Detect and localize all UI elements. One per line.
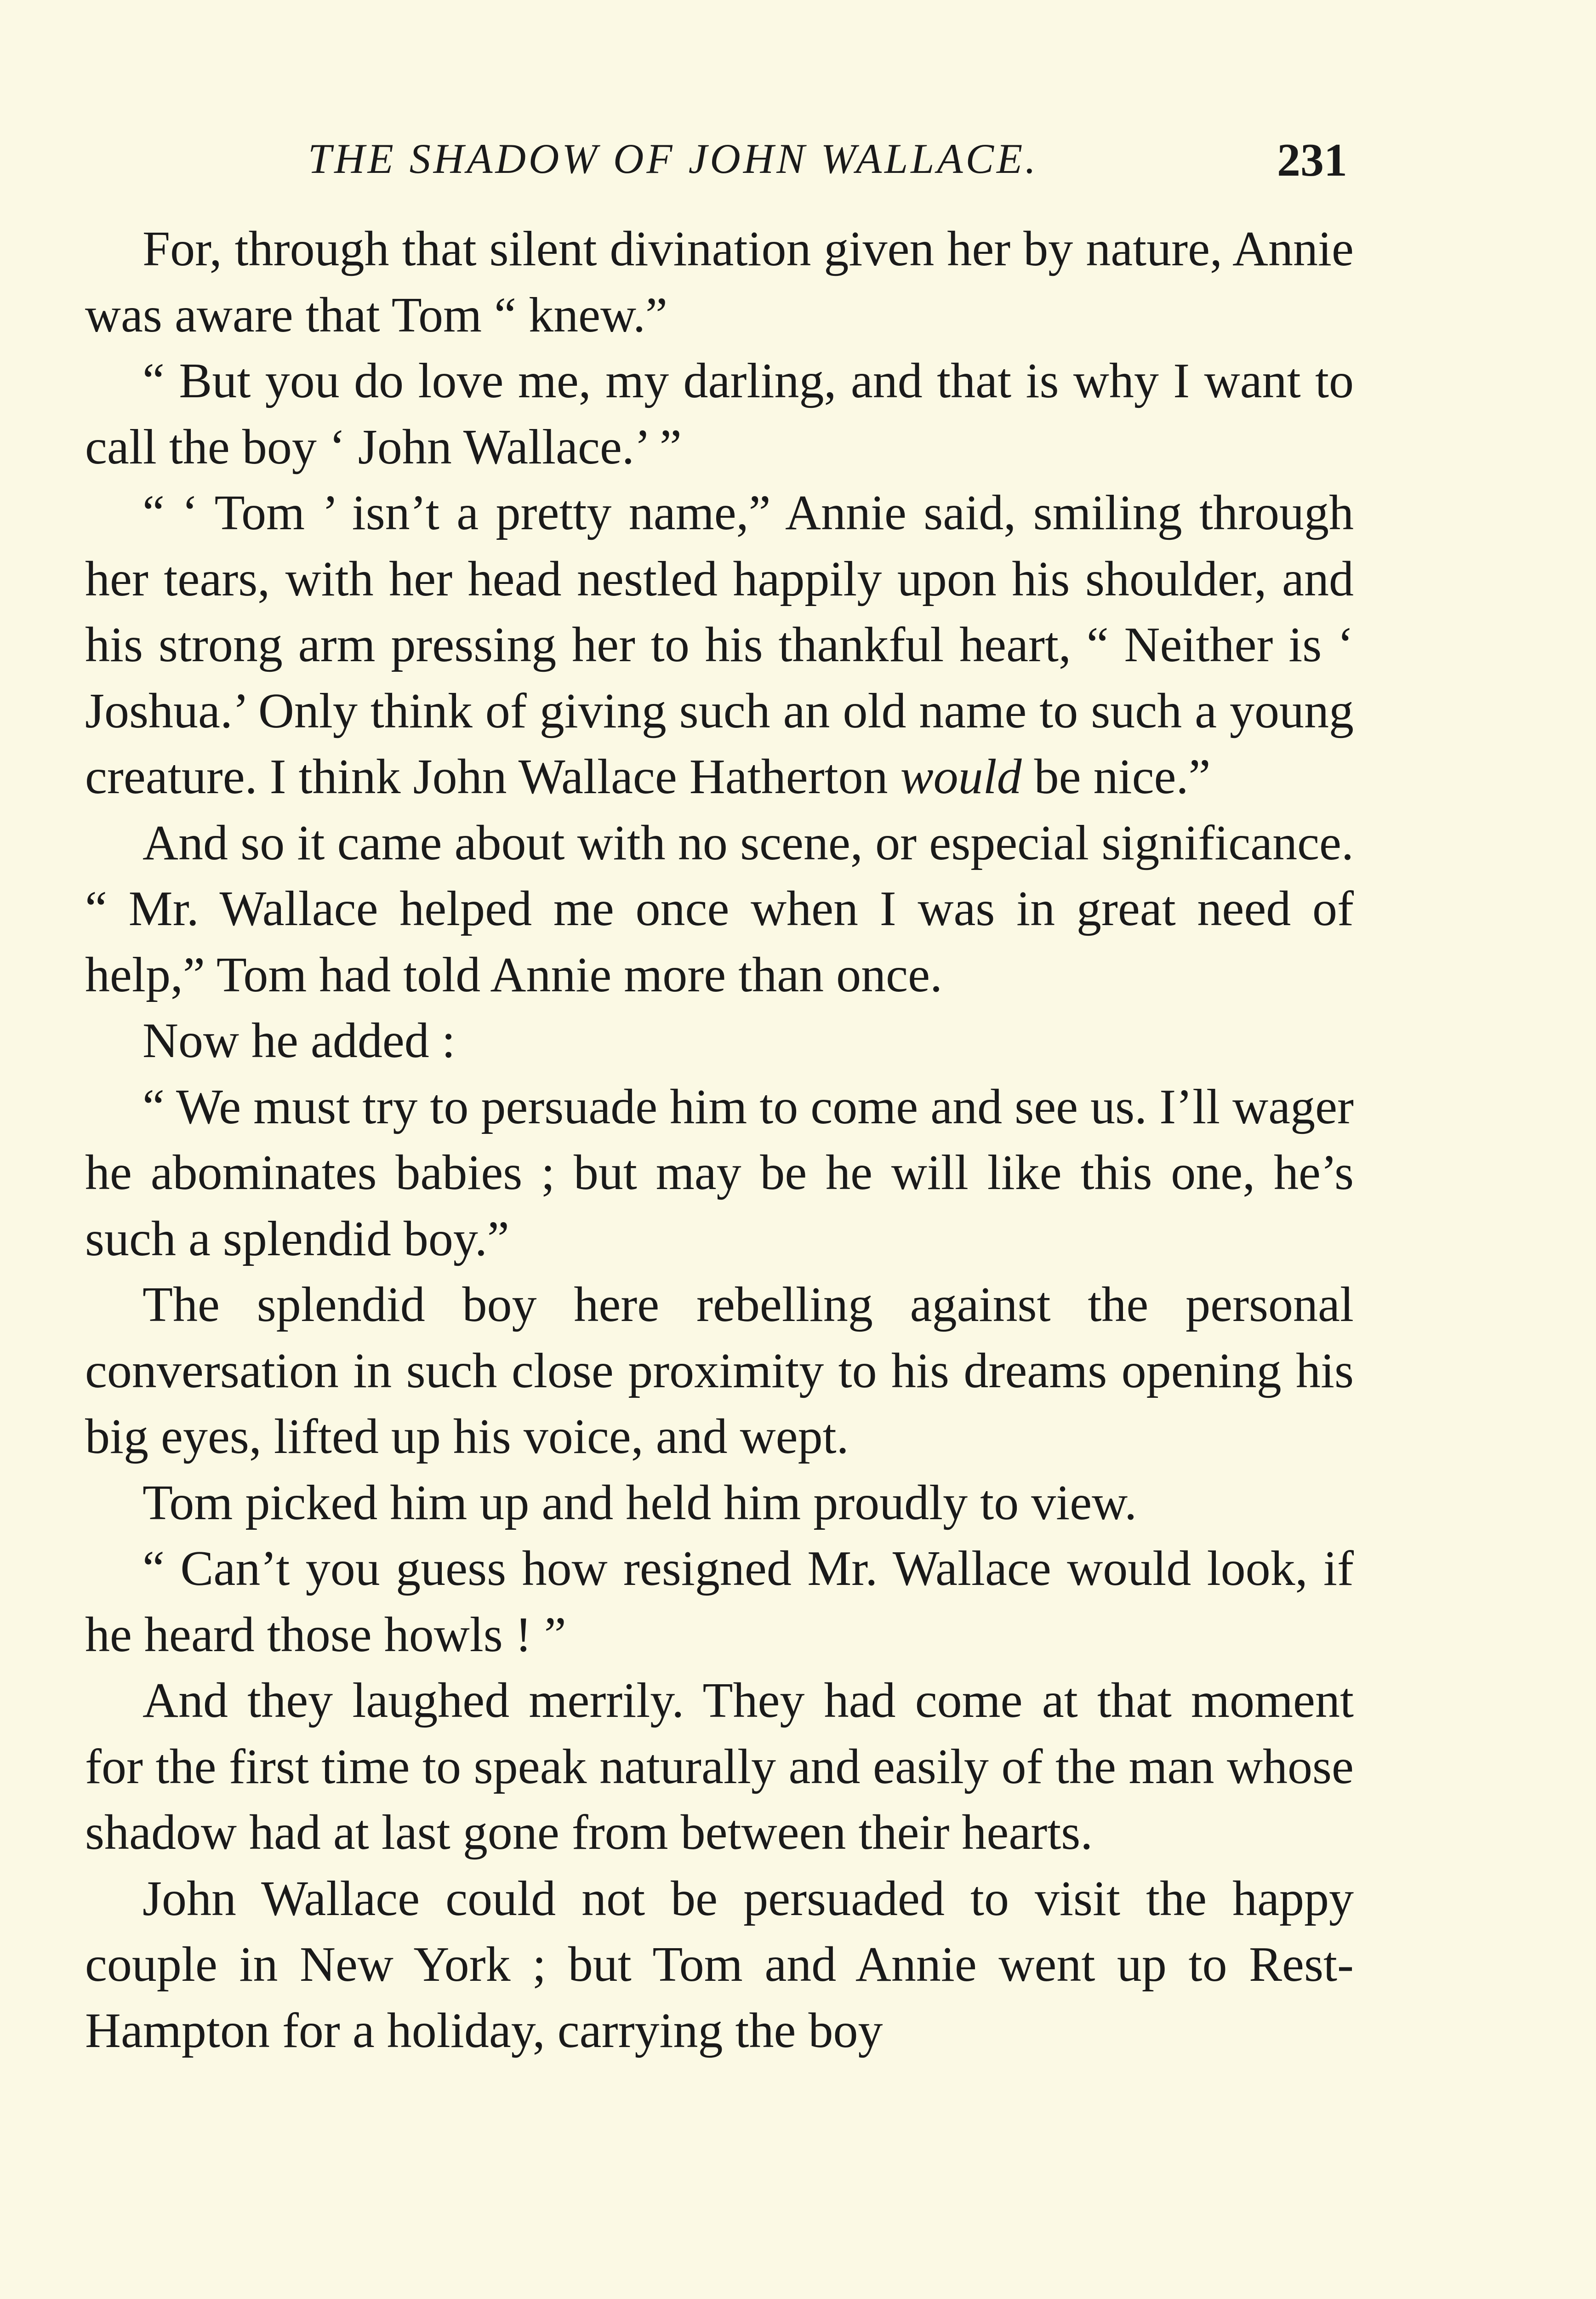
paragraph-4: And so it came about with no scene, or especial significance. “ Mr. Wallace helped me once when I was in great need of help,” Tom had told Annie more than once. [85, 815, 1354, 1002]
paragraph-10: And they laughed merrily. They had come at that moment for the first time to speak naturally and easily of the man whose shadow had at last gone from between their hearts. [85, 1673, 1354, 1860]
paragraph-8: Tom picked him up and held him proudly to view. [142, 1475, 1137, 1530]
paragraph-3-text: “ ‘ Tom ’ isn’t a pretty name,” Annie said, smiling through her tears, with her head nestled happily upon his shoulder, and his strong arm pressing her to his thankful heart, “ Neither is ‘ Joshua.’ Only think of giving such an old name to such a young creature. I think John Wallace Hatherton [85, 486, 1354, 804]
paragraph-6: “ We must try to persuade him to come and see us. I’ll wager he abominates babies ; but may be he will like this one, he’s such a splendid boy.” [85, 1079, 1354, 1266]
running-title: THE SHADOW OF JOHN WALLACE. [308, 135, 1039, 182]
page-number: 231 [1277, 134, 1347, 186]
paragraph-9: “ Can’t you guess how resigned Mr. Wallace would look, if he heard those howls ! ” [85, 1541, 1354, 1662]
paragraph-5: Now he added : [142, 1013, 456, 1068]
paragraph-3-tail: be nice.” [1034, 749, 1211, 804]
paragraph-3 [85, 480, 1354, 810]
paragraph-11: John Wallace could not be persuaded to visit the happy couple in New York ; but Tom and Annie went up to Rest-Hampton for a holiday, carrying the boy [85, 1871, 1354, 2058]
paragraph-2: “ But you do love me, my darling, and that is why I want to call the boy ‘ John Wallace.’ ” [85, 354, 1354, 475]
paragraph-7: The splendid boy here rebelling against the personal conversation in such close proximity to his dreams opening his big eyes, lifted up his voice, and wept. [85, 1277, 1354, 1464]
body-text [85, 216, 1354, 2064]
paragraph-1: For, through that silent divination given her by nature, Annie was aware that Tom “ knew.” [85, 222, 1354, 343]
running-head [0, 124, 1596, 193]
italic-emphasis: would [900, 749, 1022, 804]
